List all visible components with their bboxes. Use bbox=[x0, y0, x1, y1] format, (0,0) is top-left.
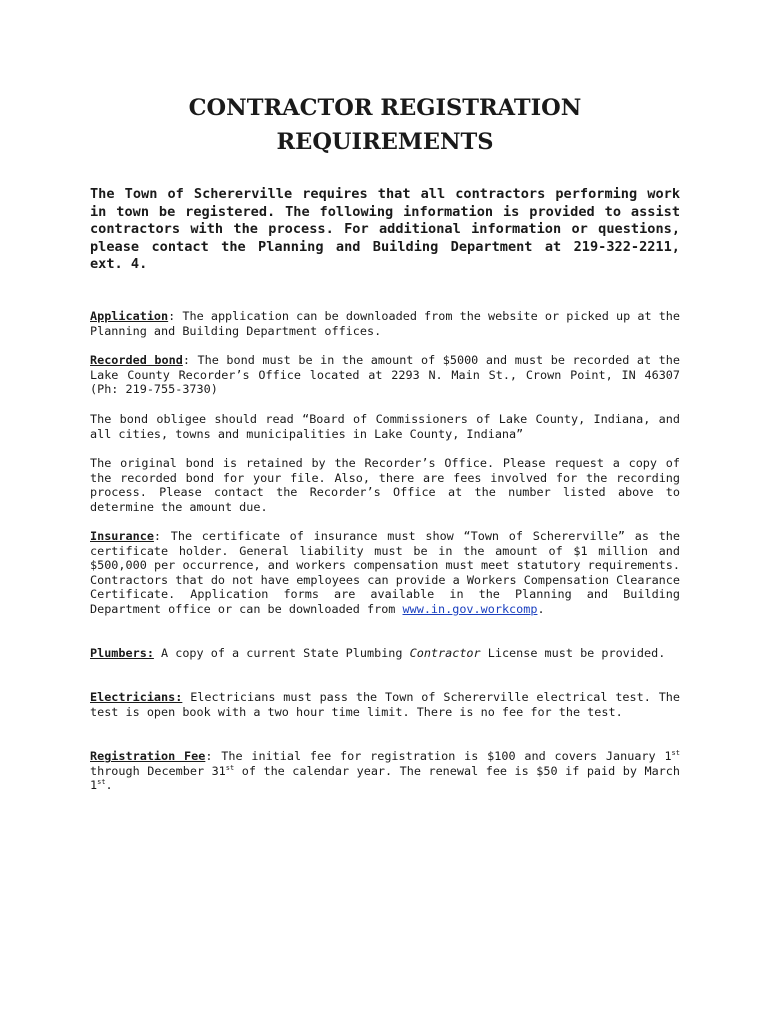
insurance-label: Insurance bbox=[90, 529, 154, 543]
plumbers-label: Plumbers: bbox=[90, 646, 154, 660]
electricians-text: Electricians must pass the Town of Schererville electrical test. The test is open book with a two hour time limit. There is no fee for the test. bbox=[90, 690, 680, 719]
insurance-section: Insurance: The certificate of insurance must show “Town of Schererville” as the certificate holder. General liability must be in the amount of $1 million and $500,000 per occurrence, and workers compensation must meet statutory requirements. Contractors that do not have employees can provide a Workers Compensation Clearance Certificate. Application forms are available in the Planning and Building Department office or can be downloaded from www.in.gov.workcomp. bbox=[90, 529, 680, 616]
plumbers-text: A copy of a current State Plumbing bbox=[153, 646, 410, 660]
page-title bbox=[90, 91, 680, 159]
electricians-label: Electricians: bbox=[90, 690, 183, 704]
application-label: Application bbox=[90, 309, 169, 323]
registration-fee-text: The initial fee for registration is $100 and covers January 1 bbox=[212, 749, 672, 763]
registration-fee-section: Registration Fee: The initial fee for registration is $100 and covers January 1st through December 31st of the calendar year. The renewal fee is $50 if paid by March 1st. bbox=[90, 749, 680, 793]
insurance-text: The certificate of insurance must show “Town of Schererville” as the certificate holder. General liability must be in the amount of $1 million and $500,000 per occurrence, and workers compensation must meet statutory requirements. Contractors that do not have employees can provide a Workers Compensation Clearance Certificate. Application forms are available in the Planning and Building Department office or can be downloaded from bbox=[90, 529, 680, 616]
application-text: The application can be downloaded from the website or picked up at the Planning and Building Department offices. bbox=[90, 309, 680, 338]
title-line-1: CONTRACTOR REGISTRATION bbox=[188, 95, 582, 121]
recorded-bond-label: Recorded bond bbox=[90, 353, 183, 367]
registration-fee-label: Registration Fee bbox=[90, 749, 206, 763]
title-line-2: REQUIREMENTS bbox=[276, 129, 494, 155]
plumbers-italic: Contractor bbox=[409, 646, 481, 660]
original-bond-paragraph: The original bond is retained by the Recorder’s Office. Please request a copy of the recorded bond for your file. Also, there are fees involved for the recording process. Please contact the Recorder’s Office at the number listed above to determine the amount due. bbox=[90, 456, 680, 514]
intro-paragraph: The Town of Schererville requires that all contractors performing work in town be registered. The following information is provided to assist contractors with the process. For additional information or questions, please contact the Planning and Building Department at 219-322-2211, ext. 4. bbox=[90, 186, 680, 272]
workcomp-link[interactable]: www.in.gov.workcomp bbox=[402, 601, 538, 616]
electricians-section bbox=[90, 690, 680, 719]
plumbers-section: Plumbers: A copy of a current State Plumbing Contractor License must be provided. bbox=[90, 646, 666, 660]
bond-obligee-paragraph: The bond obligee should read “Board of Commissioners of Lake County, Indiana, and all cities, towns and municipalities in Lake County, Indiana” bbox=[90, 412, 680, 441]
application-section: Application: The application can be downloaded from the website or picked up at the Planning and Building Department offices. bbox=[90, 309, 680, 338]
recorded-bond-text: The bond must be in the amount of $5000 and must be recorded at the Lake County Recorder’s Office located at 2293 N. Main St., Crown Point, IN 46307 (Ph: 219-755-3730) bbox=[90, 353, 680, 397]
recorded-bond-section: Recorded bond: The bond must be in the amount of $5000 and must be recorded at the Lake County Recorder’s Office located at 2293 N. Main St., Crown Point, IN 46307 (Ph: 219-755-3730) bbox=[90, 353, 680, 397]
